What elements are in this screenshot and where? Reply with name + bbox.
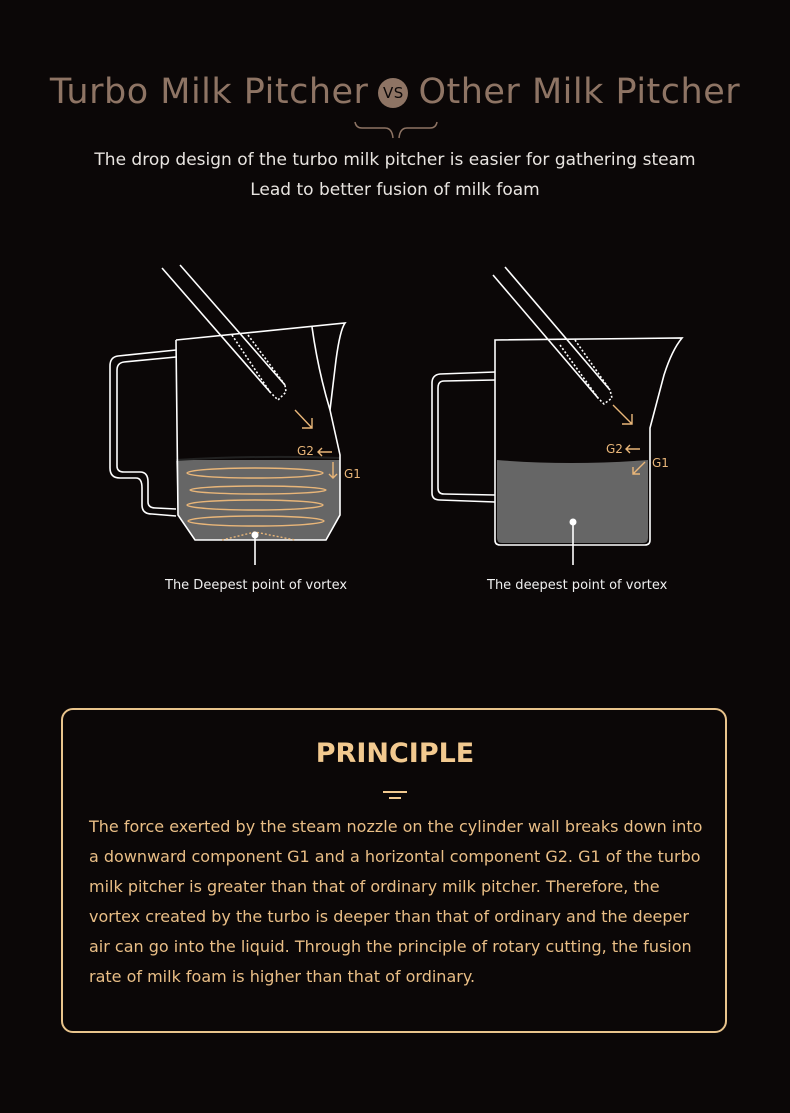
brace-icon — [355, 122, 437, 138]
heading-divider — [383, 791, 407, 793]
g1-label-right: G1 — [652, 456, 669, 470]
principle-text: The force exerted by the steam nozzle on the cylinder wall breaks down into a downward component G1 and a horizontal component G2. G1 of the turbo milk pitcher is greater than that of ordinary milk pitcher. Therefore, the vortex created by the turbo is deeper than that of ordinary and the deeper air can go into the liquid. Through the principle of rotary cutting, the fusion rate of milk foam is higher than that of ordinary. — [89, 817, 703, 986]
g2-label-left: G2 — [297, 444, 314, 458]
subtitle-line-1: The drop design of the turbo milk pitcher is easier for gathering steam — [94, 150, 696, 170]
title-right: Other Milk Pitcher — [418, 72, 741, 112]
vs-badge: VS — [378, 78, 408, 108]
caption-right: The deepest point of vortex — [487, 578, 668, 593]
principle-heading: PRINCIPLE — [315, 738, 475, 769]
caption-left: The Deepest point of vortex — [165, 578, 348, 593]
subtitle-line-2: Lead to better fusion of milk foam — [250, 180, 540, 200]
g1-label-left: G1 — [344, 467, 361, 481]
g2-label-right: G2 — [606, 442, 623, 456]
other-pitcher — [432, 267, 682, 565]
turbo-pitcher — [110, 265, 345, 565]
title-left: Turbo Milk Pitcher — [49, 72, 369, 112]
heading-divider-short — [389, 797, 401, 799]
